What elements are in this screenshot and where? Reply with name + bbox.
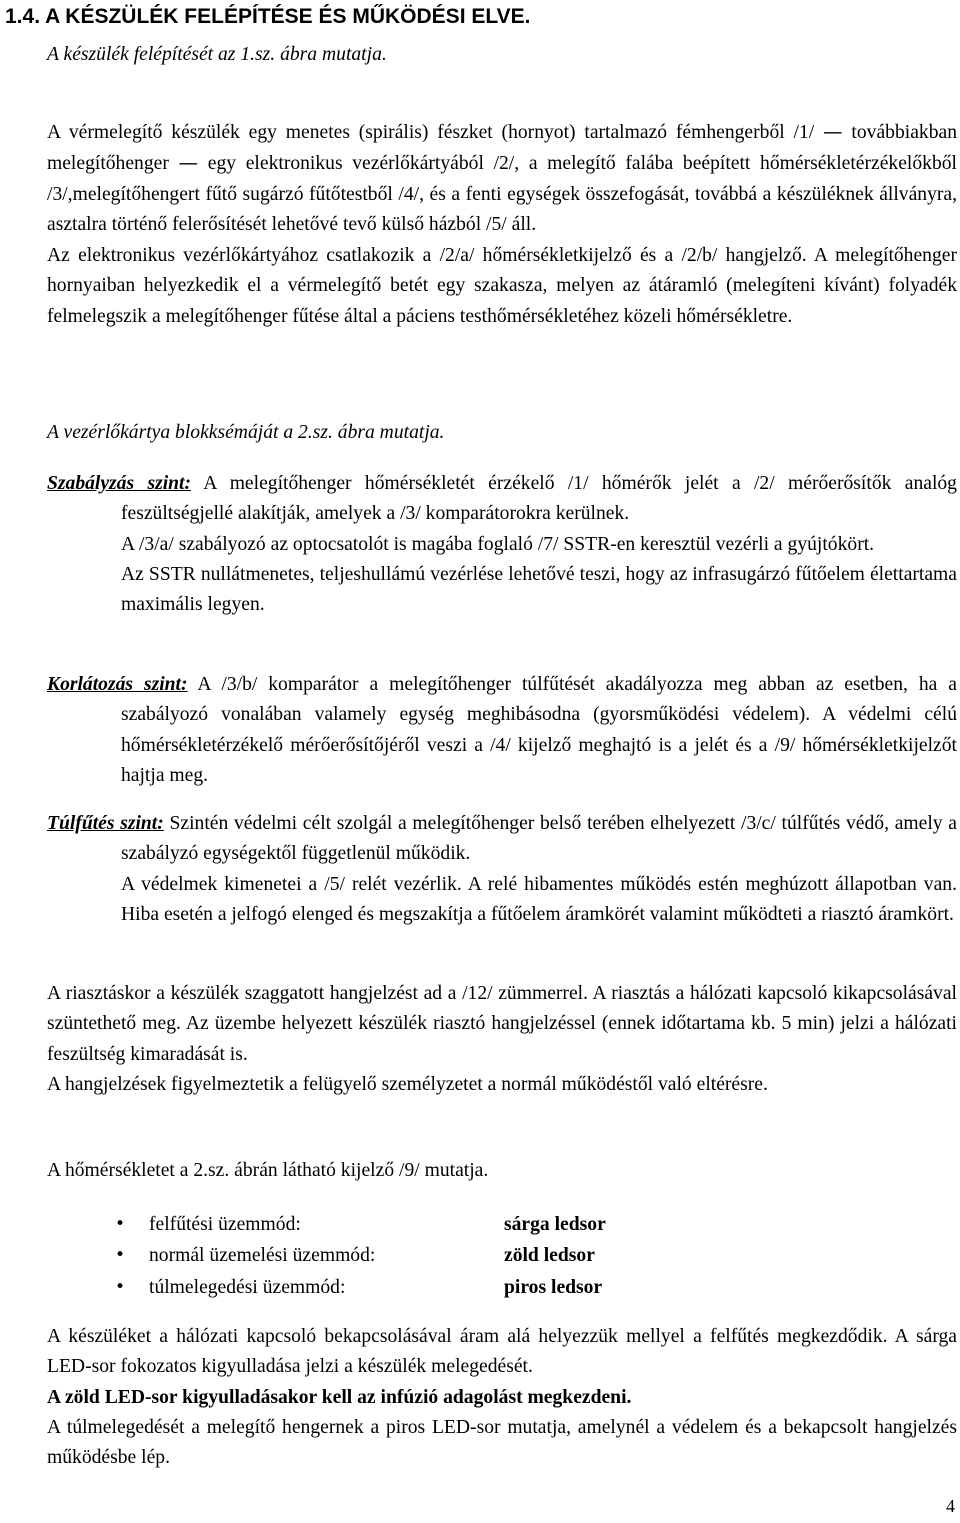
overheat-text-1: Szintén védelmi célt szolgál a melegítőhenger belső terében elhelyezett /3/c/ túlfűtés védő, amely a szabályzó egységektől függetlenül működik. [121,813,957,865]
overheat-label: Túlfűtés szint: [47,813,164,834]
led-indicator: zöld ledsor [504,1245,595,1267]
paragraph-overheat-indication: A túlmelegedését a melegítő hengernek a piros LED-sor mutatja, amelynél a védelem és a bekapcsolt hangjelzés működésbe lép. [47,1417,957,1469]
section-heading: 1.4. A KÉSZÜLÉK FELÉPÍTÉSE ÉS MŰKÖDÉSI ELVE. [5,5,531,28]
mode-name: felfűtési üzemmód: [149,1214,301,1235]
regulation-text-2: A /3/a/ szabályozó az optocsatolót is magába foglaló /7/ SSTR-en keresztül vezérli a gyújtókört. [121,533,875,555]
paragraph-controller: Az elektronikus vezérlőkártyához csatlakozik a /2/a/ hőmérsékletkijelző és a /2/b/ hangjelző. A melegítőhenger hornyaiban helyezkedik el a vérmelegítő betét egy szakasza, melyen az átáramló (melegíteni kívánt) folyadék felmelegszik a melegítőhenger fűtése által a páciens testhőmérsékletéhez közeli hőmérsékletre. [47,245,957,327]
regulation-label: Szabályzás szint: [47,473,192,494]
limitation-level [47,670,957,791]
limitation-label: Korlátozás szint: [47,674,188,695]
paragraph-construction [47,117,957,240]
led-indicator: sárga ledsor [504,1214,606,1235]
figure-reference-2: A vezérlőkártya blokksémáját a 2.sz. ábra mutatja. [47,422,445,443]
regulation-para-1 [47,469,957,530]
figure-reference-1: A készülék felépítését az 1.sz. ábra mutatja. [47,44,387,65]
construction-text-a: A vérmelegítő készülék egy menetes (spirális) fészket (hornyot) tartalmazó fémhengerből /1/ [47,122,824,143]
mode-name: túlmelegedési üzemmód: [149,1276,346,1298]
construction-text-b: továbbiakban melegítőhenger [47,122,957,175]
led-indicator: piros ledsor [504,1276,603,1298]
overheat-para-1 [47,809,957,870]
paragraph-alarm-1: A riasztáskor a készülék szaggatott hangjelzést ad a /12/ zümmerrel. A riasztás a hálózati kapcsoló kikapcsolásával szüntethető meg. Az üzembe helyezett készülék riasztó hangjelzéssel (ennek időtartama kb. 5 min) jelzi a hálózati feszültség kimaradását is. [47,983,957,1065]
regulation-text-3: Az SSTR nullátmenetes, teljeshullámú vezérlése lehetővé teszi, hogy az infrasugárzó fűtőelem élettartama maximális legyen. [121,563,957,616]
overheat-level [47,809,957,930]
paragraph-temperature: A hőmérsékletet a 2.sz. ábrán látható kijelző /9/ mutatja. [47,1160,489,1181]
bullet-icon: • [115,1245,126,1266]
bullet-icon: • [115,1276,126,1297]
overheat-text-2: A védelmek kimenetei a /5/ relét vezérlik. A relé hibamentes működés estén meghúzott állapotban van. Hiba esetén a jelfogó elenged és megszakítja a fűtőelem áramkörét valamint működteti a riasztó áramkört. [121,873,957,925]
bullet-icon: • [115,1214,126,1234]
page-number: 4 [946,1496,955,1516]
construction-text-c: egy elektronikus vezérlőkártyából /2/, a melegítő falába beépített hőmérsékletérzékelőkből /3/,melegítőhengert fűtő sugárzó fűtőtestből /4/, és a fenti egységek összefogását, továbbá a készüléknek állványra, asztalra történő felerősítését lehetővé tevő külső házból /5/ áll. [47,153,957,235]
regulation-level [47,469,957,620]
mode-name: normál üzemelési üzemmód: [149,1245,376,1267]
paragraph-infusion-start: A zöld LED-sor kigyulladásakor kell az infúzió adagolást megkezdeni. [47,1387,632,1408]
em-dash: — [178,151,199,175]
limitation-text-1: A /3/b/ komparátor a melegítőhenger túlfűtését akadályozza meg abban az esetben, ha a szabályozó vonalában valamely egység meghibásodna (gyorsműködési védelem). A védelmi célú hőmérsékletérzékelő mérőerősítőjéről veszi a /4/ kijelző meghajtó is a jelét és a /9/ hőmérsékletkijelzőt hajtja meg. [121,674,957,786]
paragraph-startup: A készüléket a hálózati kapcsoló bekapcsolásával áram alá helyezzük mellyel a felfűtés megkezdődik. A sárga LED-sor fokozatos kigyulladása jelzi a készülék melegedését. [47,1326,957,1378]
limitation-para-1 [47,670,957,791]
em-dash: — [823,120,843,143]
regulation-text-1: A melegítőhenger hőmérsékletét érzékelő /1/ hőmérők jelét a /2/ mérőerősítők analóg feszültségjellé alakítják, amelyek a /3/ komparátorokra kerülnek. [121,473,957,525]
paragraph-alarm-2: A hangjelzések figyelmeztetik a felügyelő személyzetet a normál működéstől való eltérésre. [47,1074,768,1095]
